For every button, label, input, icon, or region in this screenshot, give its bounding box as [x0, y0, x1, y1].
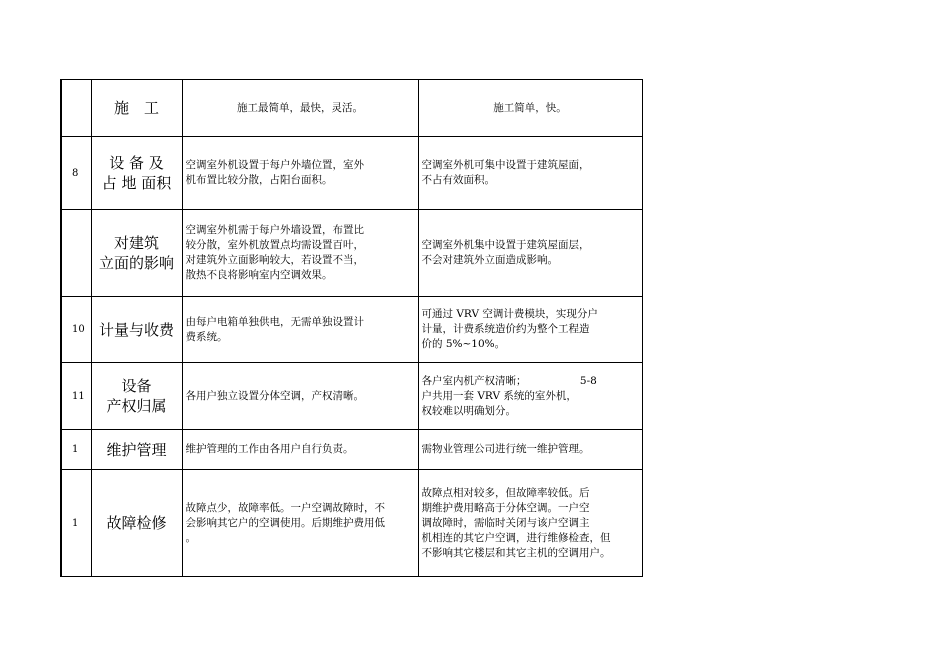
description-line: 计量，计费系统造价约为整个工程造 — [421, 323, 590, 335]
table-row — [61, 137, 642, 210]
item-line: 占 地 面积 — [101, 174, 172, 192]
description-line: 会影响其它户的空调使用。后期维护费用低 — [185, 516, 385, 529]
description-line: 空调室外机需于每户外墙设置，布置比 — [185, 224, 364, 236]
split-ac-description — [182, 297, 418, 363]
item-line: 计量与收费 — [98, 320, 174, 339]
description-line: 由每户电箱单独供电，无需单独设置计 — [185, 315, 364, 328]
row-number — [61, 210, 91, 297]
description-line: 各户室内机产权清晰； 5-8 — [421, 374, 597, 387]
description-line: 价的 5%~10%。 — [421, 338, 506, 350]
row-item-label — [91, 137, 182, 210]
table-row — [61, 297, 642, 363]
split-ac-description — [182, 137, 418, 210]
item-line: 故障检修 — [106, 514, 167, 532]
row-number — [61, 80, 91, 137]
vrv-description — [418, 430, 642, 470]
description-line: 期维护费用略高于分体空调。一户空 — [421, 501, 590, 514]
row-item-label — [91, 430, 182, 470]
item-line: 设 备 及 — [109, 154, 164, 172]
description-line: 不会对建筑外立面造成影响。 — [421, 254, 558, 266]
table-row — [61, 470, 642, 577]
split-ac-description — [182, 363, 418, 430]
description-line: 较分散，室外机放置点均需设置百叶， — [185, 239, 364, 251]
vrv-description — [418, 210, 642, 297]
vrv-description — [418, 363, 642, 430]
description-line: 故障点相对较多，但故障率较低。后 — [421, 486, 590, 499]
item-line: 施 工 — [113, 99, 159, 117]
description-line: 散热不良将影响室内空调效果。 — [185, 269, 333, 281]
split-ac-description — [182, 210, 418, 297]
description-line: 各用户独立设置分体空调，产权清晰。 — [185, 389, 364, 402]
row-item-label — [91, 470, 182, 577]
description-line: 调故障时，需临时关闭与该户空调主 — [421, 516, 590, 529]
description-line: 机布置比较分散，占阳台面积。 — [185, 174, 333, 186]
row-item-label — [91, 297, 182, 363]
description-line: 施工最简单，最快，灵活。 — [237, 101, 363, 114]
description-line: 维护管理的工作由各用户自行负责。 — [185, 443, 354, 455]
row-item-label — [91, 363, 182, 430]
table-row — [61, 363, 642, 430]
item-line: 立面的影响 — [98, 254, 174, 272]
description-line: 。 — [185, 531, 196, 544]
description-line: 空调室外机可集中设置于建筑屋面， — [421, 159, 590, 171]
description-line: 空调室外机设置于每户外墙位置，室外 — [185, 159, 364, 171]
row-number: 11 — [61, 363, 91, 430]
description-line: 不影响其它楼层和其它主机的空调用户。 — [421, 546, 611, 559]
table-row — [61, 430, 642, 470]
table-row — [61, 210, 642, 297]
description-line: 户共用一套 VRV 系统的室外机， — [421, 389, 577, 402]
table-row — [61, 80, 642, 137]
split-ac-description — [182, 470, 418, 577]
row-item-label — [91, 80, 182, 137]
row-item-label — [91, 210, 182, 297]
description-line: 空调室外机集中设置于建筑屋面层， — [421, 239, 590, 251]
vrv-description — [418, 80, 642, 137]
item-line: 维护管理 — [106, 440, 167, 459]
row-number: 1 — [61, 430, 91, 470]
description-line: 权较难以明确划分。 — [421, 404, 516, 417]
vrv-description — [418, 470, 642, 577]
vrv-description — [418, 137, 642, 210]
item-line: 设备 — [121, 377, 152, 395]
item-line: 对建筑 — [113, 234, 159, 252]
description-line: 费系统。 — [185, 330, 228, 343]
description-line: 故障点少，故障率低。一户空调故障时，不 — [185, 501, 385, 514]
description-line: 需物业管理公司进行统一维护管理。 — [421, 443, 590, 455]
description-line: 施工简单，快。 — [493, 101, 567, 114]
row-number: 10 — [61, 297, 91, 363]
description-line: 机相连的其它户空调，进行维修检查，但 — [421, 531, 611, 544]
split-ac-description — [182, 430, 418, 470]
item-line: 产权归属 — [106, 397, 167, 415]
description-line: 可通过 VRV 空调计费模块，实现分户 — [421, 308, 598, 320]
vrv-description — [418, 297, 642, 363]
description-line: 对建筑外立面影响较大，若设置不当， — [185, 254, 364, 266]
description-line: 不占有效面积。 — [421, 174, 495, 186]
comparison-table — [60, 79, 643, 577]
row-number: 8 — [61, 137, 91, 210]
split-ac-description — [182, 80, 418, 137]
row-number: 1 — [61, 470, 91, 577]
